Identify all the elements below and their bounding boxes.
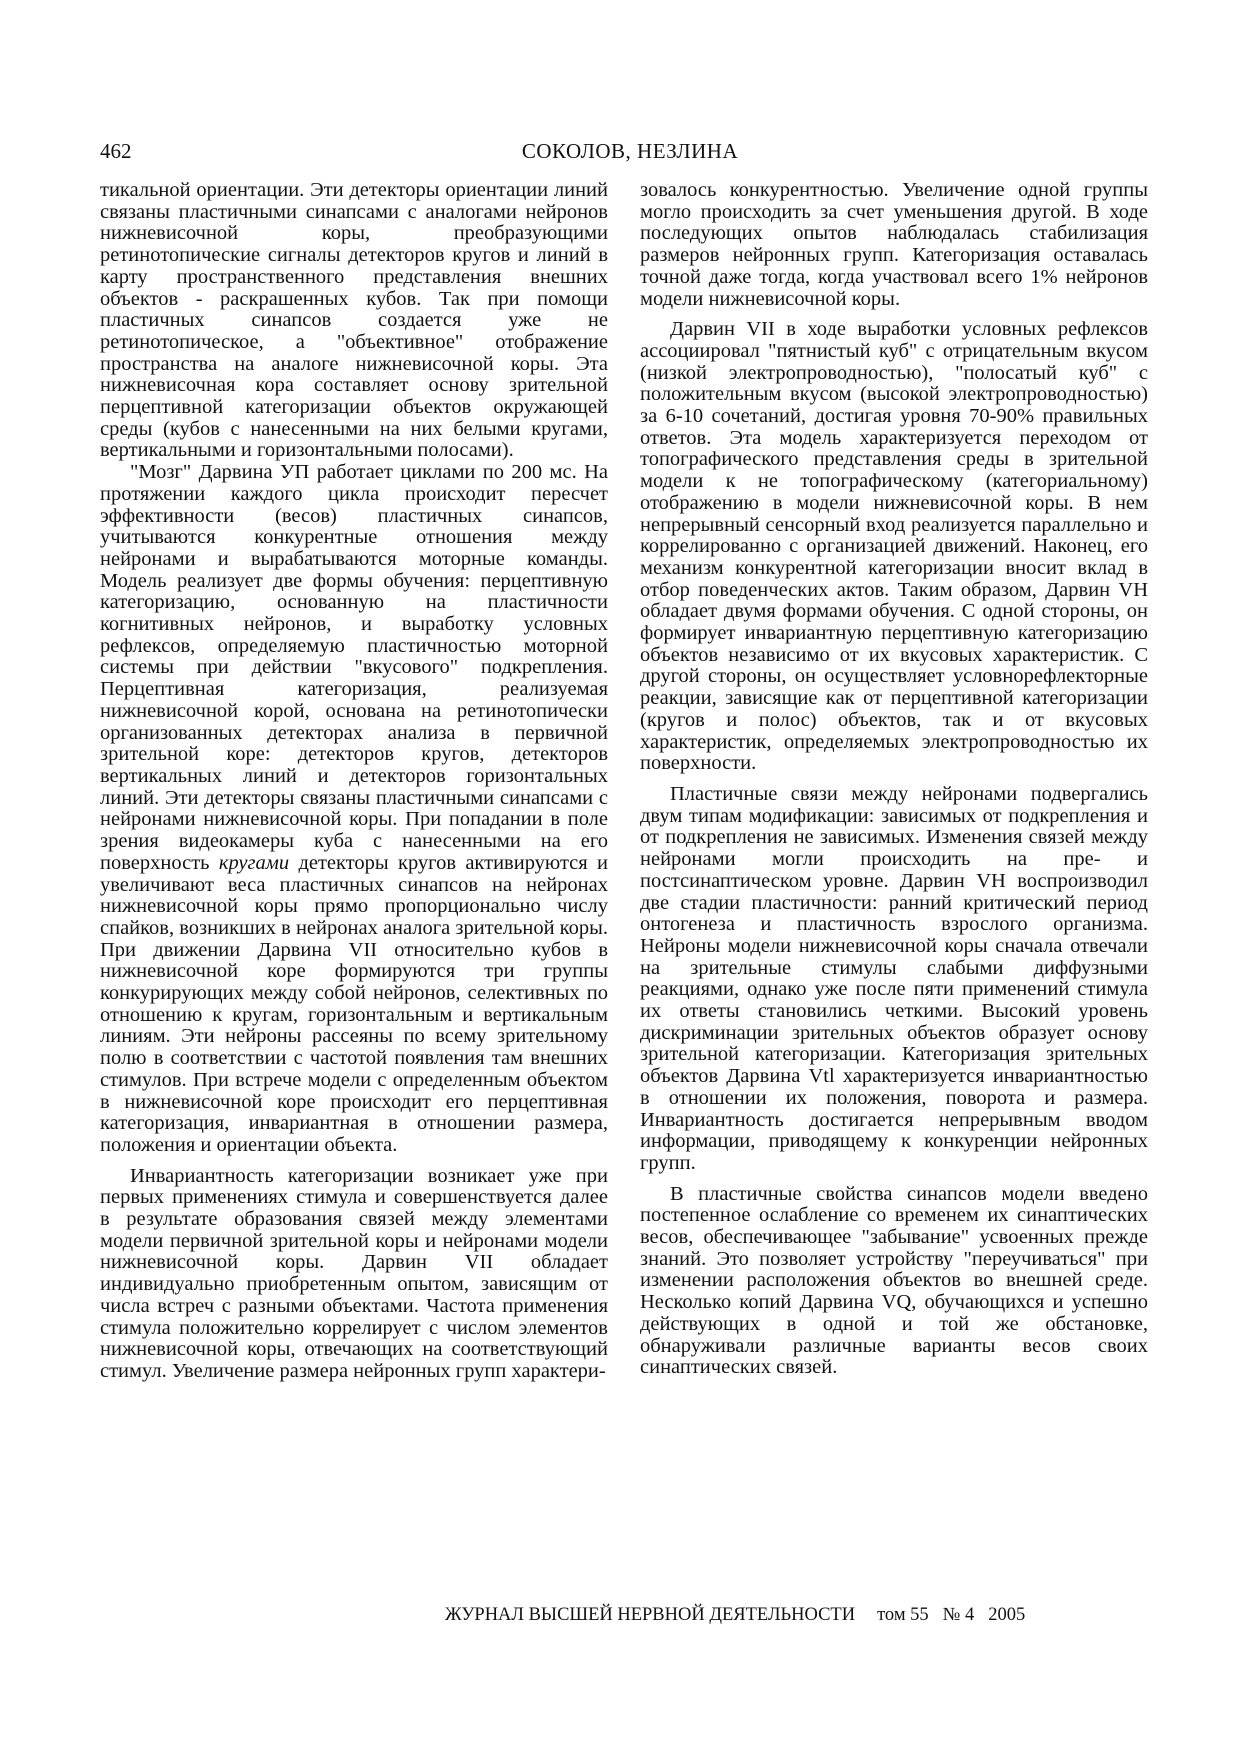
page-header: [100, 138, 1160, 164]
right-column: [640, 180, 1148, 1379]
right-paragraph-3: Пластичные связи между нейронами подвергались двум типам модификации: зависимых от подкрепления и от подкрепления не зависимых. Изменения связей между нейронами могли происходить на пре- и постсинаптическом уровне. Дарвин VH воспроизводил две стадии пластичности: ранний критический период онтогенеза и пластичность взрослого организма. Нейроны модели нижневисочной коры сначала отвечали на зрительные стимулы слабыми диффузными реакциями, однако уже после пяти применений стимула их ответы становились четкими. Высокий уровень дискриминации зрительных объектов образует основу зрительной категоризации. Категоризация зрительных объектов Дарвина Vtl характеризуется инвариантностью в отношении их положения, поворота и размера. Инвариантность достигается непрерывным вводом информации, приводящему к конкуренции нейронных групп.: [640, 782, 1148, 1174]
right-paragraph-4: В пластичные свойства синапсов модели введено постепенное ослабление со временем их синаптических весов, обеспечивающее "забывание" усвоенных прежде знаний. Это позволяет устройству "переучиваться" при изменении расположения объектов во внешней среде. Несколько копий Дарвина VQ, обучающихся и успешно действующих в одной и той же обстановке, обнаруживали различные варианты весов своих синаптических связей.: [640, 1182, 1148, 1379]
footer-issue: № 4: [942, 1605, 975, 1625]
page-number: 462: [100, 139, 132, 163]
footer-journal-title: ЖУРНАЛ ВЫСШЕЙ НЕРВНОЙ ДЕЯТЕЛЬНОСТИ: [445, 1605, 856, 1625]
left-paragraph-2-text-b: детекторы кругов активируются и увеличивают веса пластичных синапсов на нейронах нижневисочной коры прямо пропорционально числу спайков, возникших в нейронах аналога зрительной коры. При движении Дарвина VII относительно кубов в нижневисочной коре формируются три группы конкурирующих между собой нейронов, селективных по отношению к кругам, горизонтальным и вертикальным линиям. Эти нейроны рассеяны по всему зрительному полю в соответствии с частотой появления там внешних стимулов. При встрече модели с определенным объектом в нижневисочной коре происходит его перцептивная категоризация, инвариантная в отношении размера, положения и ориентации объекта.: [100, 851, 609, 1156]
left-paragraph-2: [100, 462, 608, 1157]
running-title: СОКОЛОВ, НЕЗЛИНА: [521, 139, 739, 163]
left-column: [100, 180, 608, 1383]
left-paragraph-2-text-a: "Мозг" Дарвина УП работает циклами по 200 мс. На протяжении каждого цикла происходит пересчет эффективности (весов) пластичных синапсов, учитываются конкурентные отношения между нейронами и вырабатываются моторные команды. Модель реализует две формы обучения: перцептивную категоризацию, основанную на пластичности когнитивных нейронов, и выработку условных рефлексов, определяемую пластичностью моторной системы при действии "вкусового" подкрепления. Перцептивная категоризация, реализуемая нижневисочной корой, основана на ретинотопически организованных детекторах анализа в первичной зрительной коре: детекторов кругов, детекторов вертикальных линий и детекторов горизонтальных линий. Эти детекторы связаны пластичными синапсами с нейронами нижневисочной коры. При попадании в поле зрения видеокамеры куба с нанесенными на его поверхность: [100, 461, 608, 874]
left-paragraph-3: Инвариантность категоризации возникает уже при первых применениях стимула и совершенствуется далее в результате образования связей между элементами модели первичной зрительной коры и нейронами модели нижневисочной коры. Дарвин VII обладает индивидуально приобретенным опытом, зависящим от числа встреч с разными объектами. Частота применения стимула положительно коррелирует с числом элементов нижневисочной коры, отвечающих на соответствующий стимул. Увеличение размера нейронных групп характери-: [100, 1164, 608, 1382]
page-footer: [445, 1603, 1145, 1627]
footer-volume: том 55: [877, 1605, 929, 1625]
left-paragraph-2-italic: кругами: [218, 851, 290, 874]
footer-year: 2005: [988, 1605, 1026, 1625]
right-paragraph-1: зовалось конкурентностью. Увеличение одной группы могло происходить за счет уменьшения другой. В ходе последующих опытов наблюдалась стабилизация размеров нейронных групп. Категоризация оставалась точной даже тогда, когда участвовал всего 1% нейронов модели нижневисочной коры.: [640, 179, 1148, 310]
left-paragraph-1: тикальной ориентации. Эти детекторы ориентации линий связаны пластичными синапсами с аналогами нейронов нижневисочной коры, преобразующими ретинотопические сигналы детекторов кругов и линий в карту пространственного представления внешних объектов - раскрашенных кубов. Так при помощи пластичных синапсов создается уже не ретинотопическое, а "объективное" отображение пространства на аналоге нижневисочной коры. Эта нижневисочная кора составляет основу зрительной перцептивной категоризации объектов окружающей среды (кубов с нанесенными на них белыми кругами, вертикальными и горизонтальными полосами).: [100, 179, 608, 462]
right-paragraph-2: Дарвин VII в ходе выработки условных рефлексов ассоциировал "пятнистый куб" с отрицательным вкусом (низкой электропроводностью), "полосатый куб" с положительным вкусом (высокой электропроводностью) за 6-10 сочетаний, достигая уровня 70-90% правильных ответов. Эта модель характеризуется переходом от топографического представления среды в зрительной модели к не топографическому (категориальному) отображению в модели нижневисочной коры. В нем непрерывный сенсорный вход реализуется параллельно и коррелированно с организацией движений. Наконец, его механизм конкурентной категоризации вносит вклад в отбор поведенческих актов. Таким образом, Дарвин VH обладает двумя формами обучения. С одной стороны, он формирует инвариантную перцептивную категоризацию объектов независимо от их вкусовых характеристик. С другой стороны, он осуществляет условнорефлекторные реакции, зависящие как от перцептивной категоризации (кругов и полос) объектов, так и от вкусовых характеристик, определяемых электропроводностью их поверхности.: [640, 318, 1148, 775]
